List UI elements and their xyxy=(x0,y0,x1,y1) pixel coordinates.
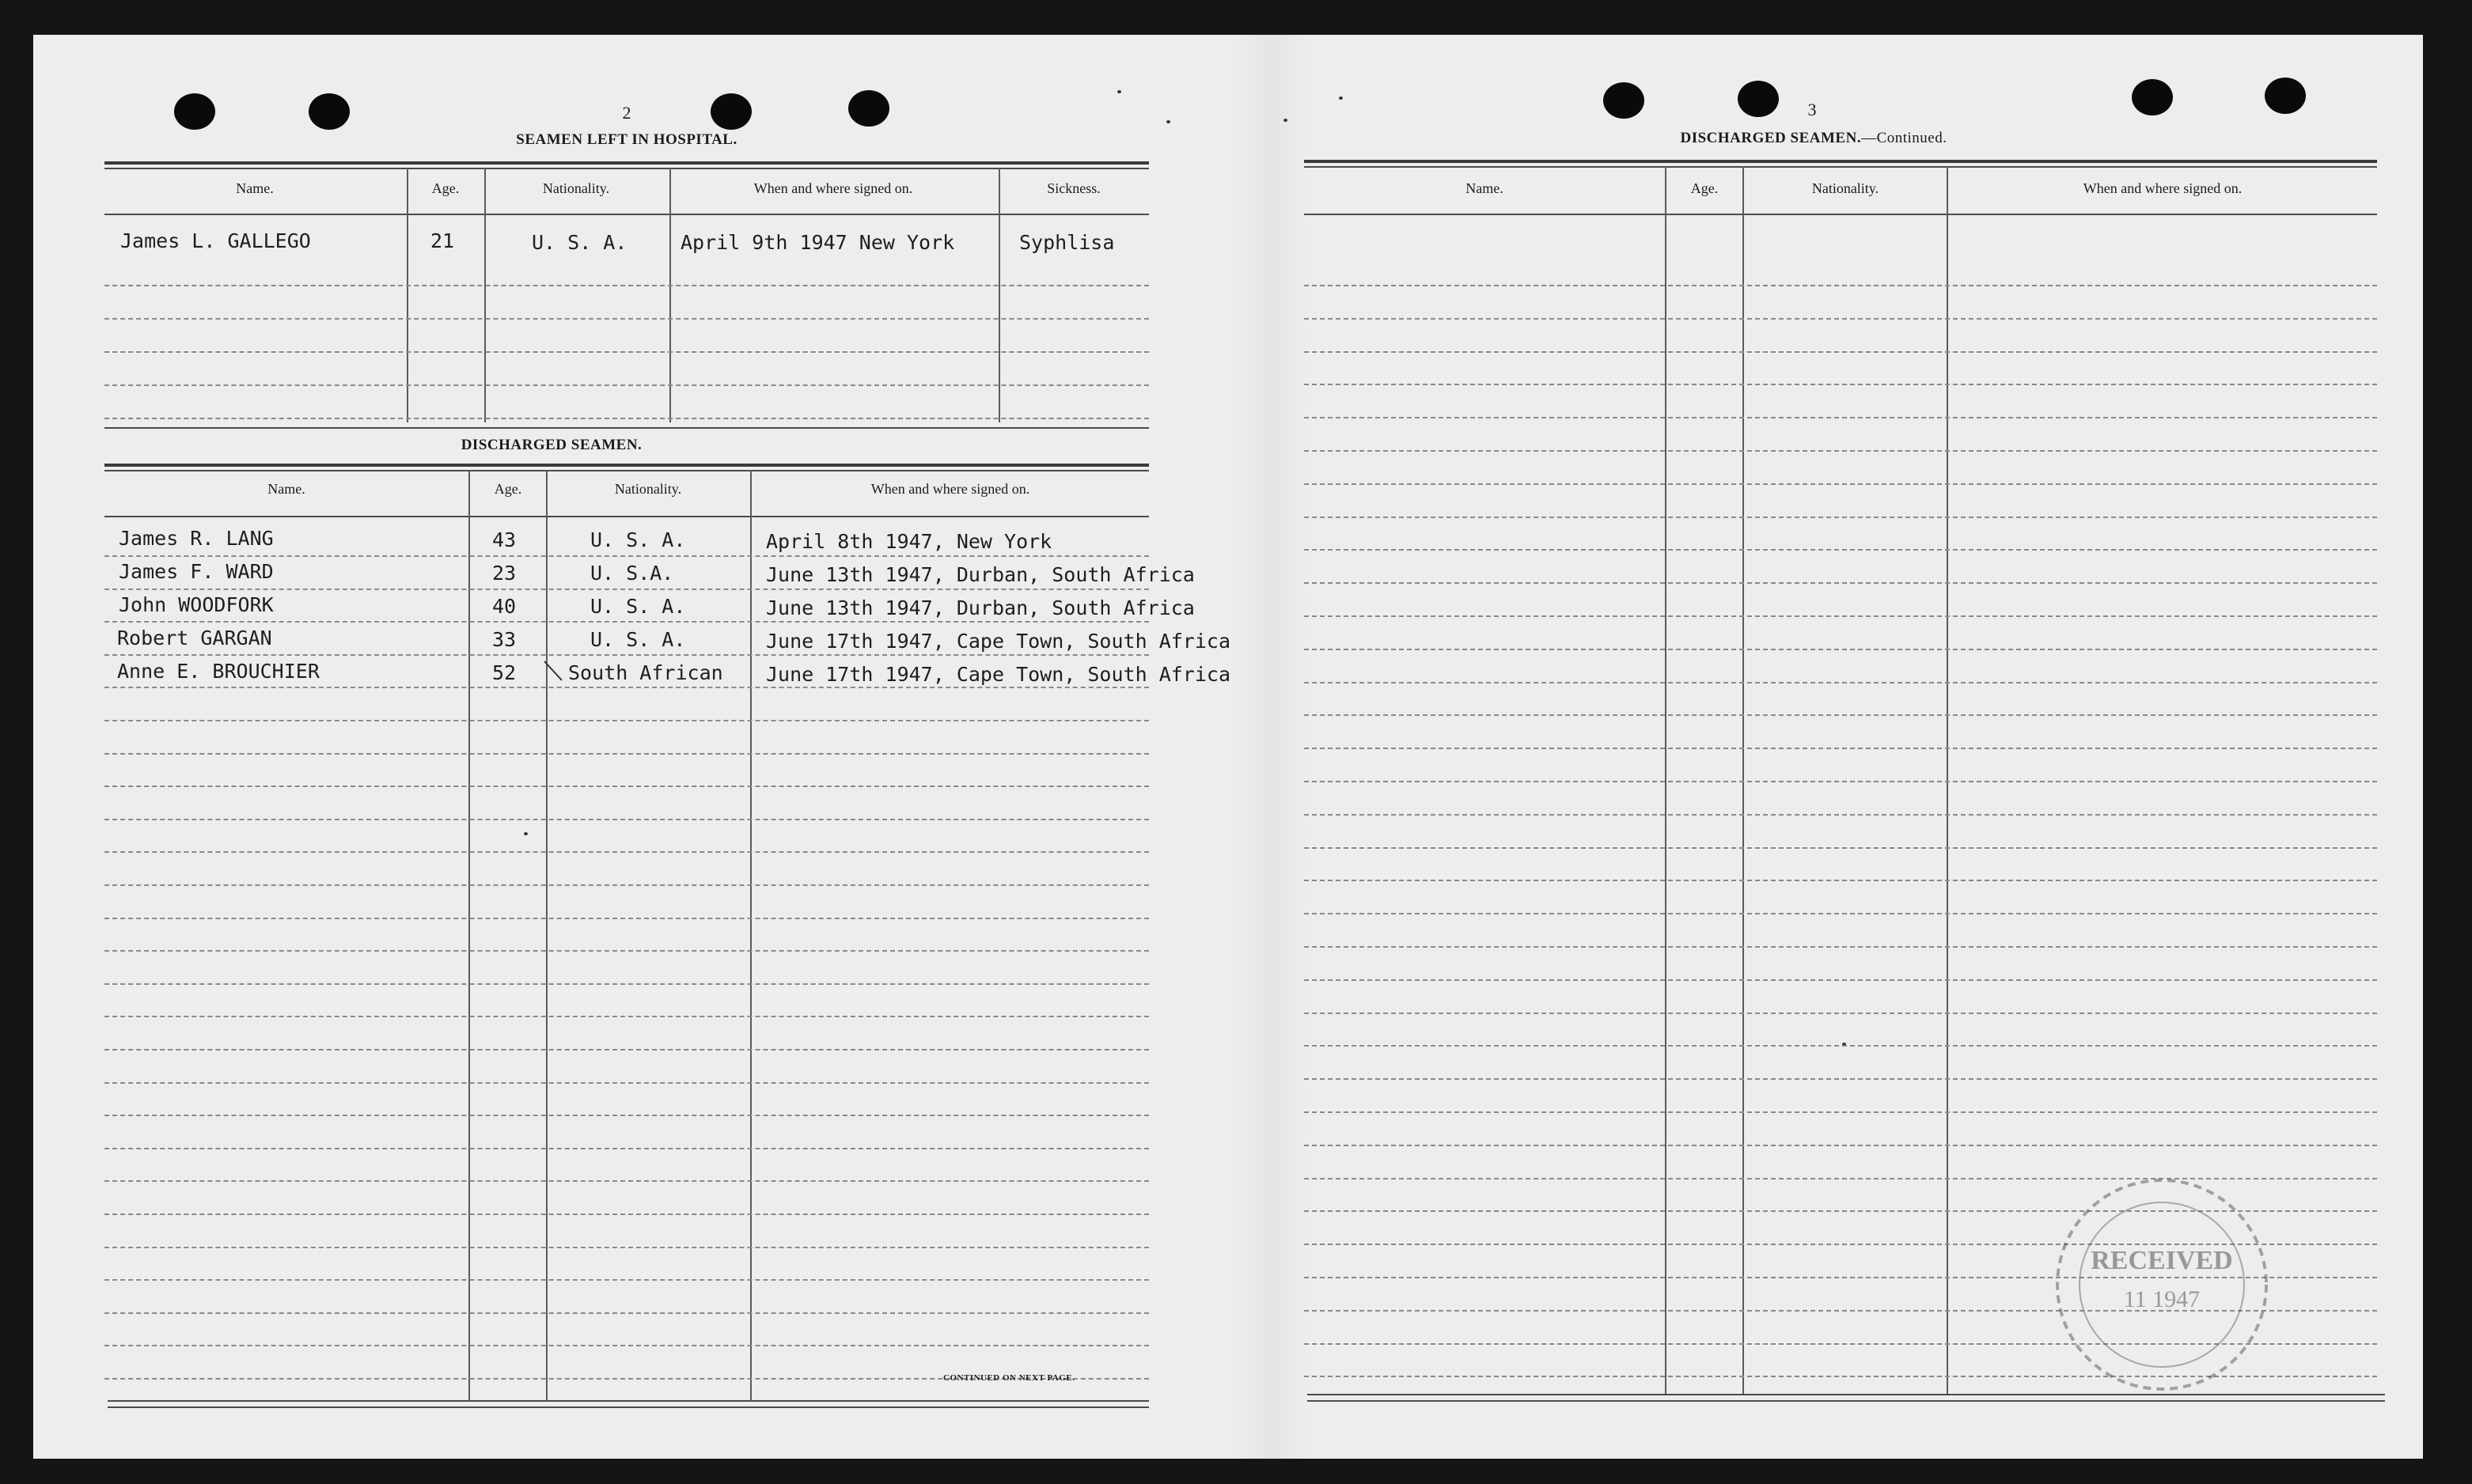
discharged-age: 33 xyxy=(492,628,517,651)
discharged-col-divider xyxy=(750,470,752,1400)
row-line xyxy=(104,983,1149,985)
row-line xyxy=(104,1247,1149,1248)
hospital-header-sickness: Sickness. xyxy=(1047,180,1101,196)
hospital-header-nationality: Nationality. xyxy=(542,180,610,196)
hospital-sickness: Syphlisa xyxy=(1019,231,1115,254)
continued-title-main: DISCHARGED SEAMEN. xyxy=(1680,130,1862,146)
discharged-name: Anne E. BROUCHIER xyxy=(117,660,320,683)
hospital-header-rule xyxy=(104,214,1149,215)
speck xyxy=(524,832,528,835)
speck xyxy=(1339,97,1343,100)
discharged-bottom-rule xyxy=(108,1400,1149,1402)
punch-hole xyxy=(1738,81,1779,117)
row-line xyxy=(1304,285,2377,286)
row-line xyxy=(1304,880,2377,881)
speck xyxy=(1283,119,1287,122)
row-line xyxy=(104,1115,1149,1116)
stamp-date: 11 1947 xyxy=(2123,1286,2201,1312)
row-line xyxy=(1304,1045,2377,1047)
row-line xyxy=(1304,549,2377,551)
row-line xyxy=(104,720,1149,721)
row-line xyxy=(104,1049,1149,1051)
row-line xyxy=(1304,946,2377,948)
discharged-age: 43 xyxy=(492,528,517,551)
hospital-age: 21 xyxy=(430,229,455,252)
row-line xyxy=(104,1345,1149,1346)
row-line xyxy=(104,1148,1149,1149)
hospital-top-rule xyxy=(104,161,1149,165)
discharged-signed-on: April 8th 1947, New York xyxy=(766,530,1052,553)
row-line xyxy=(1304,847,2377,849)
discharged-header-name: Name. xyxy=(267,481,305,497)
row-line xyxy=(1304,318,2377,320)
discharged-header-signed-on: When and where signed on. xyxy=(870,481,1030,497)
continued-title-suffix: —Continued. xyxy=(1861,130,1947,146)
discharged-nationality: South African xyxy=(568,661,723,684)
tick-mark xyxy=(543,660,567,683)
row-line xyxy=(104,654,1149,656)
row-line xyxy=(1304,913,2377,914)
row-line xyxy=(1304,450,2377,452)
discharged-nationality: U. S. A. xyxy=(590,595,686,618)
row-line xyxy=(1304,483,2377,485)
discharged-top-rule-inner xyxy=(104,470,1149,471)
row-line xyxy=(104,1082,1149,1084)
row-line xyxy=(1304,1145,2377,1146)
received-stamp xyxy=(2043,1166,2281,1403)
row-line xyxy=(1304,649,2377,650)
row-line xyxy=(1304,1013,2377,1014)
hospital-signed-on: April 9th 1947 New York xyxy=(681,231,955,254)
right-header-name: Name. xyxy=(1465,180,1503,196)
row-line xyxy=(1304,714,2377,716)
page-fold-shadow xyxy=(1236,35,1307,1459)
punch-hole xyxy=(2132,79,2173,115)
hospital-nationality: U. S. A. xyxy=(532,231,627,254)
discharged-nationality: U. S.A. xyxy=(590,562,674,585)
right-header-nationality: Nationality. xyxy=(1811,180,1879,196)
punch-hole xyxy=(1603,82,1644,119)
row-line xyxy=(1304,384,2377,385)
row-line xyxy=(104,1279,1149,1281)
speck xyxy=(1117,90,1121,93)
punch-hole xyxy=(174,93,215,130)
right-header-age: Age. xyxy=(1690,180,1719,196)
row-line xyxy=(1304,748,2377,749)
punch-hole xyxy=(2265,78,2306,114)
discharged-signed-on: June 17th 1947, Cape Town, South Africa xyxy=(766,663,1230,686)
discharged-header-age: Age. xyxy=(494,481,522,497)
row-line xyxy=(1304,979,2377,981)
hospital-row-line xyxy=(104,318,1149,320)
hospital-header-name: Name. xyxy=(236,180,274,196)
hospital-row-line xyxy=(104,351,1149,353)
hospital-bottom-rule xyxy=(104,427,1149,429)
row-line xyxy=(104,589,1149,590)
punch-hole xyxy=(309,93,350,130)
discharged-col-divider xyxy=(546,470,548,1400)
hospital-top-rule-inner xyxy=(104,168,1149,169)
row-line xyxy=(104,753,1149,755)
continued-section-title xyxy=(1655,130,1972,147)
row-line xyxy=(104,1180,1149,1182)
discharged-name: James F. WARD xyxy=(119,560,274,583)
speck xyxy=(1166,120,1170,123)
row-line xyxy=(1304,1111,2377,1113)
hospital-row-line xyxy=(104,418,1149,419)
discharged-age: 52 xyxy=(492,661,517,684)
discharged-col-divider xyxy=(468,470,470,1400)
right-header-rule xyxy=(1304,214,2377,215)
row-line xyxy=(104,687,1149,688)
hospital-row-line xyxy=(104,285,1149,286)
discharged-name: John WOODFORK xyxy=(119,593,274,616)
discharged-name: James R. LANG xyxy=(119,527,274,550)
discharged-signed-on: June 13th 1947, Durban, South Africa xyxy=(766,596,1195,619)
row-line xyxy=(104,1213,1149,1215)
row-line xyxy=(1304,814,2377,816)
discharged-signed-on: June 17th 1947, Cape Town, South Africa xyxy=(766,630,1230,653)
hospital-header-signed-on: When and where signed on. xyxy=(753,180,913,196)
discharged-signed-on: June 13th 1947, Durban, South Africa xyxy=(766,563,1195,586)
hospital-name: James L. GALLEGO xyxy=(120,229,311,252)
discharged-age: 40 xyxy=(492,595,517,618)
punch-hole xyxy=(711,93,752,130)
continued-note: CONTINUED ON NEXT PAGE. xyxy=(943,1373,1075,1383)
row-line xyxy=(104,621,1149,623)
right-top-rule-inner xyxy=(1304,166,2377,168)
discharged-nationality: U. S. A. xyxy=(590,528,686,551)
discharged-section-title: DISCHARGED SEAMEN. xyxy=(461,437,643,453)
row-line xyxy=(104,950,1149,952)
row-line xyxy=(104,851,1149,853)
row-line xyxy=(104,555,1149,557)
hospital-section-title: SEAMEN LEFT IN HOSPITAL. xyxy=(516,131,737,148)
row-line xyxy=(104,1312,1149,1314)
row-line xyxy=(1304,582,2377,584)
page-number-left: 2 xyxy=(622,103,631,123)
discharged-nationality: U. S. A. xyxy=(590,628,686,651)
right-header-signed-on: When and where signed on. xyxy=(2083,180,2243,196)
discharged-header-rule xyxy=(104,516,1149,517)
row-line xyxy=(1304,517,2377,518)
row-line xyxy=(1304,615,2377,617)
page-number-right: 3 xyxy=(1807,100,1817,119)
ledger-sheet xyxy=(33,35,2423,1459)
row-line xyxy=(104,918,1149,919)
discharged-top-rule xyxy=(104,464,1149,467)
row-line xyxy=(104,884,1149,886)
hospital-row-line xyxy=(104,384,1149,386)
row-line xyxy=(104,786,1149,787)
right-top-rule xyxy=(1304,160,2377,163)
row-line xyxy=(104,1016,1149,1017)
discharged-name: Robert GARGAN xyxy=(117,627,272,649)
discharged-bottom-rule-inner xyxy=(108,1406,1149,1408)
row-line xyxy=(1304,351,2377,353)
discharged-age: 23 xyxy=(492,562,517,585)
discharged-header-nationality: Nationality. xyxy=(614,481,682,497)
hospital-header-age: Age. xyxy=(431,180,460,196)
row-line xyxy=(1304,682,2377,683)
row-line xyxy=(104,819,1149,820)
punch-hole xyxy=(848,90,889,127)
row-line xyxy=(1304,417,2377,418)
row-line xyxy=(1304,781,2377,782)
stamp-text: RECEIVED xyxy=(2091,1246,2233,1275)
row-line xyxy=(1304,1078,2377,1080)
